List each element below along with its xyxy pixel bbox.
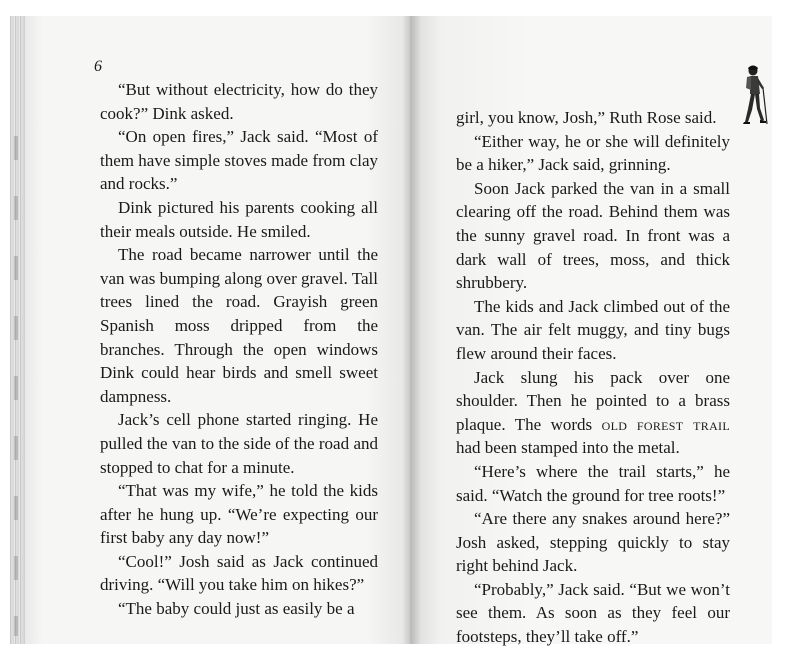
paragraph: girl, you know, Josh,” Ruth Rose said. [456,108,717,127]
page-edges [10,16,24,644]
paragraph: “That was my wife,” he told the kids after he hung up. “We’re expecting our first baby any day now!” [100,481,378,548]
paragraph-text: had been stamped into the metal. [456,438,680,458]
book-gutter [402,16,420,644]
paragraph: “On open fires,” Jack said. “Most of them have simple stoves made from clay and rocks.” [100,127,378,194]
page-number: 6 [94,58,102,75]
left-page-text [100,78,378,621]
paragraph [456,366,730,460]
paragraph: “Either way, he or she will definitely be a hiker,” Jack said, grinning. [456,131,730,175]
paragraph-text: Jack slung his pack over one shoulder. Then he pointed to a brass plaque. The words [456,367,730,434]
paragraph: “But without electricity, how do they cook?” Dink asked. [100,80,378,123]
paragraph: Dink pictured his parents cooking all their meals outside. He smiled. [100,197,378,241]
paragraph: “The baby could just as easily be a [118,599,355,619]
paragraph: “Cool!” Josh said as Jack continued driving. “Will you take him on hikes?” [100,551,378,595]
paragraph: The kids and Jack climbed out of the van. The air felt muggy, and tiny bugs flew around their faces. [456,296,730,363]
right-page-text [456,106,730,649]
paragraph: The road became narrower until the van was bumping along over gravel. Tall trees lined the road. Grayish green Spanish moss dripped from the branches. Through the open windows Dink could hear birds and smell sweet dampness. [100,245,378,406]
plaque-words: old forest trail [601,414,730,434]
paragraph: “Are there any snakes around here?” Josh asked, stepping quickly to stay right behind Jack. [456,509,730,576]
paragraph: “Here’s where the trail starts,” he said. “Watch the ground for tree roots!” [456,461,730,505]
open-book [10,16,772,647]
hiker-figure-icon [738,64,772,126]
paragraph: “Probably,” Jack said. “But we won’t see them. As soon as they feel our footsteps, they’ll take off.” [456,579,730,647]
paragraph: Soon Jack parked the van in a small clearing off the road. Behind them was the sunny gravel road. In front was a dark wall of trees, moss, and thick shrubbery. [456,178,730,293]
paragraph: Jack’s cell phone started ringing. He pulled the van to the side of the road and stopped to chat for a minute. [100,410,378,477]
